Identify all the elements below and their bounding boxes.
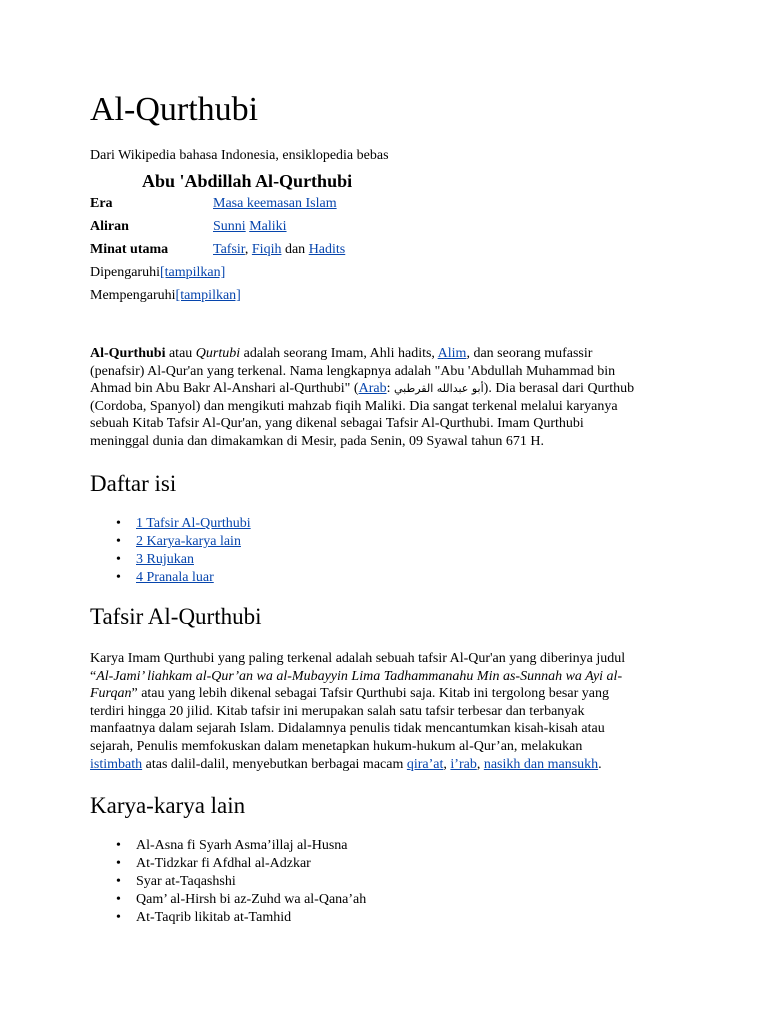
bullet: • xyxy=(116,516,121,531)
text-run: atau xyxy=(165,346,196,361)
conjunction-text: dan xyxy=(281,242,309,257)
link-hadits[interactable]: Hadits xyxy=(308,242,346,257)
link-maliki[interactable]: Maliki xyxy=(249,219,287,234)
link-arab[interactable]: Arab xyxy=(358,381,387,397)
infobox-value-era xyxy=(213,194,337,214)
infobox-value-aliran xyxy=(213,217,287,237)
section-heading-karya: Karya-karya lain xyxy=(90,793,246,818)
infobox-label-era: Era xyxy=(90,196,113,211)
text-run: Ahmad bin Abu Bakr Al-Anshari al-Qurthubi" ( xyxy=(90,381,359,397)
text-run: ). Dia berasal dari Qurthub xyxy=(483,381,635,397)
link-tafsir[interactable]: Tafsir xyxy=(213,242,245,257)
show-toggle-mempengaruhi[interactable]: [tampilkan] xyxy=(175,288,241,303)
works-item-text: At-Taqrib likitab at-Tamhid xyxy=(136,910,292,925)
intro-line xyxy=(90,345,680,363)
works-item-text: Al-Asna fi Syarh Asma’illaj al-Husna xyxy=(136,838,348,853)
infobox-value-minat-utama xyxy=(213,240,345,260)
toc-item xyxy=(90,551,251,569)
toc-list xyxy=(90,515,251,587)
infobox-title: Abu 'Abdillah Al-Qurthubi xyxy=(142,171,353,191)
toc-link-tafsir[interactable]: 1 Tafsir Al-Qurthubi xyxy=(136,516,251,531)
tafsir-line xyxy=(90,668,680,686)
link-sunni[interactable]: Sunni xyxy=(213,219,246,234)
link-qiraat[interactable]: qira’at xyxy=(406,756,444,772)
toc-item xyxy=(90,515,251,533)
link-fiqih[interactable]: Fiqih xyxy=(251,242,282,257)
tafsir-line xyxy=(90,685,680,703)
bullet: • xyxy=(116,570,121,585)
text-run: ” atau yang lebih dikenal sebagai Tafsir Qurthubi saja. Kitab ini tergolong besar yang xyxy=(131,686,609,702)
bullet: • xyxy=(116,874,121,889)
tafsir-line: sejarah, Penulis memfokuskan dalam menetapkan hukum-hukum al-Qur’an, melakukan xyxy=(90,738,583,754)
link-masa-keemasan-islam[interactable]: Masa keemasan Islam xyxy=(213,196,337,211)
link-istimbath[interactable]: istimbath xyxy=(90,756,143,772)
text-run: , dan seorang mufassir xyxy=(466,346,593,361)
text-run: : xyxy=(386,381,394,397)
intro-line xyxy=(90,380,680,398)
works-item xyxy=(90,837,366,855)
intro-line: meninggal dunia dan dimakamkan di Mesir, pada Senin, 09 Syawal tahun 671 H. xyxy=(90,433,544,449)
works-item-text: At-Tidzkar fi Afdhal al-Adzkar xyxy=(136,856,311,871)
text-run: . xyxy=(598,756,602,772)
infobox-label-aliran: Aliran xyxy=(90,219,129,234)
book-title: Furqan xyxy=(90,686,132,702)
text-run: adalah seorang Imam, Ahli hadits, xyxy=(240,346,438,361)
tafsir-line: terdiri hingga 20 jilid. Kitab tafsir ini merupakan salah satu tafsir terbesar dan terbanyak xyxy=(90,703,585,719)
collapsible-label-mempengaruhi: Mempengaruhi xyxy=(90,288,176,303)
link-alim[interactable]: Alim xyxy=(437,346,467,361)
intro-paragraph xyxy=(90,345,680,451)
works-item xyxy=(90,891,366,909)
toc-heading: Daftar isi xyxy=(90,471,177,496)
link-nasikh-dan-mansukh[interactable]: nasikh dan mansukh xyxy=(483,756,599,772)
bold-subject: Al-Qurthubi xyxy=(90,346,166,361)
bullet: • xyxy=(116,892,121,907)
text-run: , xyxy=(443,756,451,772)
link-irab[interactable]: i’rab xyxy=(450,756,477,772)
bullet: • xyxy=(116,552,121,567)
infobox-collapsible-mempengaruhi xyxy=(90,286,241,306)
text-run: atas dalil-dalil, menyebutkan berbagai macam xyxy=(142,756,407,772)
works-item xyxy=(90,873,366,891)
bullet: • xyxy=(116,838,121,853)
toc-link-pranala[interactable]: 4 Pranala luar xyxy=(136,570,214,585)
collapsible-label-dipengaruhi: Dipengaruhi xyxy=(90,265,160,280)
bullet: • xyxy=(116,856,121,871)
infobox-collapsible-dipengaruhi xyxy=(90,263,225,283)
bullet: • xyxy=(116,910,121,925)
site-subtitle: Dari Wikipedia bahasa Indonesia, ensiklopedia bebas xyxy=(90,148,389,163)
toc-item xyxy=(90,569,251,587)
infobox-label-minat-utama: Minat utama xyxy=(90,242,169,257)
separator-text: , xyxy=(244,242,252,257)
quote-mark: “ xyxy=(90,668,97,684)
book-title: Al-Jami’ liahkam al-Qur’an wa al-Mubayyin Lima Tadhammanahu Min as-Sunnah wa Ayi al- xyxy=(96,668,623,684)
page-title: Al-Qurthubi xyxy=(90,91,259,128)
toc-link-karya[interactable]: 2 Karya-karya lain xyxy=(136,534,241,549)
toc-link-rujukan[interactable]: 3 Rujukan xyxy=(136,552,194,567)
italic-text: Qurtubi xyxy=(195,346,241,361)
intro-line: (penafsir) Al-Qur'an yang terkenal. Nama lengkapnya adalah "Abu 'Abdullah Muhammad bin xyxy=(90,363,616,379)
tafsir-line xyxy=(90,756,680,774)
section-heading-tafsir: Tafsir Al-Qurthubi xyxy=(90,604,262,629)
tafsir-paragraph xyxy=(90,650,680,773)
tafsir-line: Karya Imam Qurthubi yang paling terkenal adalah sebuah tafsir Al-Qur'an yang diberinya judul xyxy=(90,651,626,666)
intro-line: sebuah Kitab Tafsir Al-Qur'an, yang dikenal sebagai Tafsir Al-Qurthubi. Imam Qurthubi xyxy=(90,416,584,432)
works-list xyxy=(90,837,366,927)
toc-item xyxy=(90,533,251,551)
bullet: • xyxy=(116,534,121,549)
works-item-text: Qam’ al-Hirsh bi az-Zuhd wa al-Qana’ah xyxy=(136,892,367,907)
text-run: , xyxy=(476,756,484,772)
tafsir-line: manfaatnya dalam sejarah Islam. Didalamnya penulis tidak mencantumkan kisah-kisah atau xyxy=(90,721,605,737)
show-toggle-dipengaruhi[interactable]: [tampilkan] xyxy=(159,265,226,280)
arabic-name: أبو عبدالله القرطبي xyxy=(393,382,484,396)
works-item-text: Syar at-Taqashshi xyxy=(136,874,236,889)
works-item xyxy=(90,909,366,927)
works-item xyxy=(90,855,366,873)
intro-line: (Cordoba, Spanyol) dan mengikuti mahzab fiqih Maliki. Dia sangat terkenal melalui karyanya xyxy=(90,398,618,414)
